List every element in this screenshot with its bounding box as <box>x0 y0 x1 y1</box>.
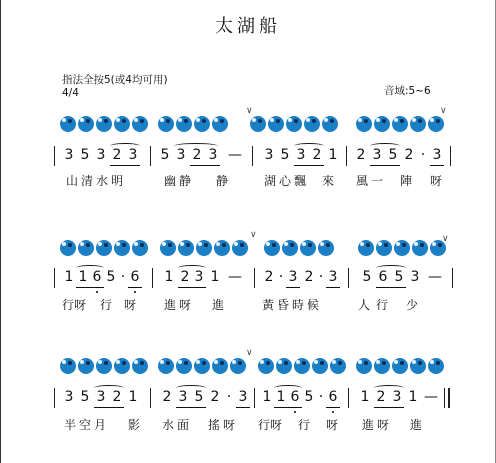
note: · <box>278 269 284 285</box>
fingering-icon <box>268 116 284 132</box>
note: · <box>120 269 126 285</box>
fingering-icon <box>392 116 408 132</box>
end-barline <box>448 388 450 408</box>
note: 2 <box>192 147 202 163</box>
song-title: 太湖船 <box>215 16 281 37</box>
fingering-icon <box>212 116 228 132</box>
note: 5 <box>160 147 170 163</box>
note: 5 <box>394 269 404 285</box>
note: 3 <box>128 147 138 163</box>
fingering-icon <box>356 358 372 374</box>
underline <box>430 165 444 166</box>
lyric: 搖呀 <box>208 418 239 432</box>
barline <box>54 388 55 408</box>
note: 3 <box>208 147 218 163</box>
barline <box>254 388 255 408</box>
lyric: 水面 <box>162 418 193 432</box>
lyric: 幽静 <box>164 174 195 188</box>
underline <box>128 287 142 288</box>
breath-mark-icon: ∨ <box>246 348 253 358</box>
lyric: 呀 <box>430 174 443 188</box>
range-label: 音域:5~6 <box>384 85 431 97</box>
fingering-icon <box>410 116 426 132</box>
note: · <box>318 269 324 285</box>
lyric: 進呀 <box>362 418 393 432</box>
note: — <box>424 389 438 405</box>
note: 1 <box>164 269 174 285</box>
underline <box>326 287 340 288</box>
underline <box>236 407 250 408</box>
fingering-icon <box>258 358 274 374</box>
note: 6 <box>290 389 300 405</box>
breath-mark-icon: ∨ <box>440 106 447 116</box>
fingering-icon <box>412 240 428 256</box>
note: · <box>226 389 232 405</box>
lyric: 來 <box>322 174 335 188</box>
lyric: 風一 <box>356 174 387 188</box>
fingering-icon <box>78 116 94 132</box>
note: 3 <box>238 389 248 405</box>
lyric: 湖心飄 <box>264 174 310 188</box>
lyric: 進 <box>410 418 423 432</box>
barline <box>152 268 153 288</box>
slur <box>76 265 104 271</box>
note: 2 <box>312 147 322 163</box>
low-octave-dot <box>134 291 136 293</box>
note: 1 <box>78 269 88 285</box>
note: 2 <box>112 147 122 163</box>
note: 3 <box>178 389 188 405</box>
fingering-icon <box>282 240 298 256</box>
lyric: 影 <box>128 418 141 432</box>
underline <box>370 165 400 166</box>
barline <box>254 268 255 288</box>
note: 5 <box>80 147 90 163</box>
note: 6 <box>130 269 140 285</box>
note: 3 <box>96 389 106 405</box>
fingering-icon <box>264 240 280 256</box>
note: 5 <box>304 389 314 405</box>
fingering-icon <box>158 116 174 132</box>
note: 3 <box>64 147 74 163</box>
note: 3 <box>264 147 274 163</box>
fingering-icon <box>250 116 266 132</box>
note: 5 <box>388 147 398 163</box>
fingering-icon <box>300 240 316 256</box>
lyric: 進 <box>212 298 225 312</box>
fingering-icon <box>114 358 130 374</box>
fingering-icon <box>60 358 76 374</box>
note: 2 <box>210 389 220 405</box>
fingering-note: 指法全按5(或4均可用) <box>62 74 168 86</box>
barline <box>452 268 453 288</box>
note: 1 <box>210 269 220 285</box>
slur <box>94 385 124 391</box>
note: 3 <box>432 147 442 163</box>
note: 3 <box>64 389 74 405</box>
note: 5 <box>362 269 372 285</box>
fingering-icon <box>294 358 310 374</box>
note: 1 <box>262 389 272 405</box>
fingering-icon <box>230 358 246 374</box>
lyric: 山清水明 <box>66 174 127 188</box>
note: 3 <box>372 147 382 163</box>
fingering-icon <box>376 240 392 256</box>
note: 1 <box>328 147 338 163</box>
slur <box>178 265 206 271</box>
lyric: 静 <box>216 174 229 188</box>
fingering-icon <box>114 116 130 132</box>
fingering-icon <box>96 116 112 132</box>
slur <box>374 385 404 391</box>
fingering-icon <box>304 116 320 132</box>
low-octave-dot <box>294 411 296 413</box>
slur <box>110 143 140 149</box>
breath-mark-icon: ∨ <box>246 106 253 116</box>
note: 2 <box>162 389 172 405</box>
low-octave-dot <box>332 411 334 413</box>
note: 3 <box>296 147 306 163</box>
fingering-icon <box>322 116 338 132</box>
lyric: 少 <box>406 298 419 312</box>
fingering-icon <box>160 240 176 256</box>
slur <box>274 385 302 391</box>
lyric: 呀 <box>326 418 339 432</box>
barline <box>348 388 349 408</box>
lyric: 進呀 <box>164 298 195 312</box>
note: 1 <box>64 269 74 285</box>
fingering-icon <box>158 358 174 374</box>
note: 1 <box>408 389 418 405</box>
note: — <box>228 147 242 163</box>
fingering-icon <box>194 116 210 132</box>
fingering-icon <box>96 240 112 256</box>
note: 3 <box>410 269 420 285</box>
fingering-icon <box>356 116 372 132</box>
fingering-icon <box>286 116 302 132</box>
underline <box>294 165 324 166</box>
note: · <box>420 147 426 163</box>
fingering-icon <box>176 116 192 132</box>
note: 5 <box>106 269 116 285</box>
slur <box>174 143 218 149</box>
note: 6 <box>92 269 102 285</box>
lyric: 行 <box>100 298 113 312</box>
note: 3 <box>328 269 338 285</box>
slur <box>370 143 400 149</box>
barline <box>346 146 347 166</box>
note: 2 <box>356 147 366 163</box>
note: 1 <box>360 389 370 405</box>
note: 6 <box>328 389 338 405</box>
breath-mark-icon: ∨ <box>442 234 449 244</box>
lyric: 行呀 <box>62 298 87 312</box>
fingering-icon <box>410 358 426 374</box>
barline <box>150 388 151 408</box>
fingering-icon <box>358 240 374 256</box>
fingering-icon <box>60 240 76 256</box>
note: 2 <box>376 389 386 405</box>
fingering-icon <box>176 358 192 374</box>
lyric: 行呀 <box>258 418 283 432</box>
breath-mark-icon: ∨ <box>250 230 257 240</box>
note: · <box>318 389 324 405</box>
fingering-icon <box>132 240 148 256</box>
lyric: 半空月 <box>64 418 110 432</box>
fingering-icon <box>114 240 130 256</box>
fingering-icon <box>132 116 148 132</box>
fingering-icon <box>394 240 410 256</box>
note: 3 <box>288 269 298 285</box>
slur <box>376 265 406 271</box>
barline <box>54 268 55 288</box>
note: — <box>228 269 242 285</box>
barline <box>150 146 151 166</box>
left-border-line <box>0 0 1 463</box>
fingering-icon <box>392 358 408 374</box>
note: 2 <box>112 389 122 405</box>
underline <box>374 407 404 408</box>
note: 5 <box>280 147 290 163</box>
slur <box>294 143 324 149</box>
fingering-icon <box>78 358 94 374</box>
fingering-icon <box>312 358 328 374</box>
note: 2 <box>264 269 274 285</box>
time-signature: 4/4 <box>62 87 79 99</box>
fingering-icon <box>428 116 444 132</box>
barline <box>450 146 451 166</box>
note: 3 <box>194 269 204 285</box>
fingering-icon <box>132 358 148 374</box>
note: 6 <box>378 269 388 285</box>
lyric: 呀 <box>124 298 137 312</box>
fingering-icon <box>428 358 444 374</box>
note: 3 <box>176 147 186 163</box>
underline <box>178 287 206 288</box>
underline <box>326 407 340 408</box>
fingering-icon <box>318 240 334 256</box>
underline <box>376 287 406 288</box>
underline <box>76 287 104 288</box>
fingering-icon <box>276 358 292 374</box>
fingering-icon <box>178 240 194 256</box>
underline <box>110 165 140 166</box>
underline <box>94 407 124 408</box>
underline <box>286 287 300 288</box>
low-octave-dot <box>96 291 98 293</box>
fingering-icon <box>374 116 390 132</box>
note: 1 <box>128 389 138 405</box>
underline <box>176 407 206 408</box>
fingering-icon <box>60 116 76 132</box>
fingering-icon <box>330 358 346 374</box>
lyric: 陣 <box>400 174 413 188</box>
underline <box>274 407 302 408</box>
note: — <box>428 269 442 285</box>
fingering-icon <box>96 358 112 374</box>
fingering-icon <box>214 240 230 256</box>
fingering-icon <box>232 240 248 256</box>
lyric: 行 <box>298 418 311 432</box>
underline <box>190 165 220 166</box>
note: 2 <box>404 147 414 163</box>
note: 2 <box>180 269 190 285</box>
note: 2 <box>304 269 314 285</box>
end-barline <box>444 388 445 408</box>
note: 5 <box>194 389 204 405</box>
slur <box>176 385 206 391</box>
note: 3 <box>96 147 106 163</box>
fingering-icon <box>196 240 212 256</box>
barline <box>54 146 55 166</box>
note: 5 <box>80 389 90 405</box>
barline <box>252 146 253 166</box>
fingering-icon <box>212 358 228 374</box>
lyric: 黃昏時候 <box>262 298 323 312</box>
fingering-icon <box>78 240 94 256</box>
barline <box>348 268 349 288</box>
lyric: 人行 <box>358 298 395 312</box>
fingering-icon <box>374 358 390 374</box>
fingering-icon <box>194 358 210 374</box>
note: 3 <box>392 389 402 405</box>
note: 1 <box>276 389 286 405</box>
